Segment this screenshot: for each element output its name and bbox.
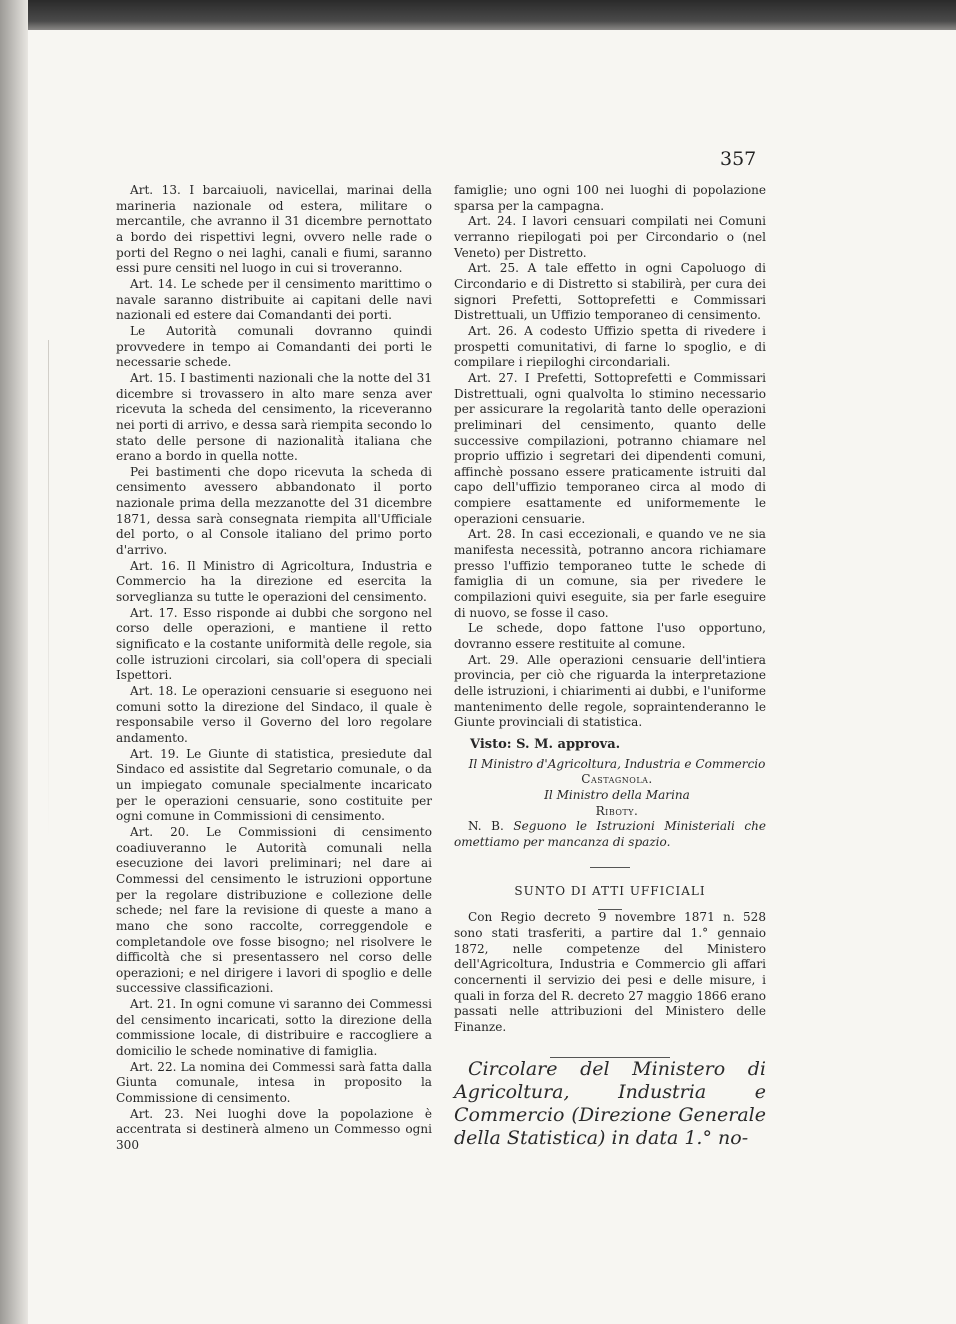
note-text: Seguono le Istruzioni Ministeriali che omettiamo per mancanza di spazio. — [454, 819, 766, 849]
signature-title: Il Ministro della Marina — [544, 787, 690, 802]
right-column — [454, 183, 766, 1150]
article-paragraph: Art. 26. A codesto Uffizio spetta di rivedere i prospetti comunitativi, di farne lo spoglio, e di compilare i riepiloghi circondariali. — [454, 323, 766, 370]
divider — [590, 867, 630, 868]
section-title: SUNTO DI ATTI UFFICIALI — [514, 883, 706, 898]
approval-line: Visto: S. M. approva. — [470, 736, 621, 752]
article-paragraph: Le Autorità comunali dovranno quindi provvedere in tempo ai Comandanti dei porti le necessarie schede. — [116, 323, 432, 370]
article-paragraph: Art. 18. Le operazioni censuarie si eseguono nei comuni sotto la direzione del Sindaco, il quale è responsabile verso il Governo del loro regolare andamento. — [116, 684, 432, 745]
article-paragraph: Art. 27. I Prefetti, Sottoprefetti e Commissari Distrettuali, ogni qualvolta lo stimino necessario per assicurare la regolarità tanto delle operazioni preliminari del censimento, quanto delle successive compilazioni, potranno chiamare nel proprio uffizio i segretari dei dipendenti comuni, affinchè possano essere praticamente istruiti dal capo dell'uffizio temporaneo circa al modo di compiere esattamente ed uniformemente le operazioni censuarie. — [454, 370, 766, 526]
signature-name: Castagnola. — [581, 772, 653, 787]
note-label: N. B. — [468, 819, 504, 834]
signature-name: Riboty. — [595, 803, 639, 818]
article-paragraph: Art. 14. Le schede per il censimento marittimo o navale saranno distribuite ai capitani delle navi nazionali ed estere dai Comandanti dei porti. — [116, 276, 432, 323]
article-paragraph: Pei bastimenti che dopo ricevuta la scheda di censimento avessero abbandonato il porto nazionale prima della mezzanotte del 31 dicembre 1871, dessa sarà consegnata riempita all'Ufficiale del porto, o al Console italiano del primo porto d'arrivo. — [116, 464, 432, 558]
editorial-note — [454, 819, 766, 850]
article-paragraph: Art. 28. In casi eccezionali, e quando ve ne sia manifesta necessità, potranno ancora richiamare presso l'uffizio temporaneo tutte le schede di famiglia di un comune, sia per rivedere le compilazioni quivi eseguite, sia per farle eseguire di nuovo, se fosse il caso. — [454, 527, 766, 620]
article-paragraph: Art. 20. Le Commissioni di censimento coadiuveranno le Autorità comunali nella esecuzione dei lavori preliminari; nel dare ai Commessi del censimento le istruzioni opportune per la regolare distribuzione e collezione delle schede; nel fare la revisione di queste a mano a mano che sono raccolte, correggendole e completandole ove fosse bisogno; nel risolvere le difficoltà che si presentassero nel corso delle operazioni; e nel dirigere i lavori di spoglio e delle successive classificazioni. — [116, 824, 432, 996]
article-paragraph: Art. 25. A tale effetto in ogni Capoluogo di Circondario e di Distretto si stabilirà, per cura dei signori Prefetti, Sottoprefetti e Commissari Distrettuali, un Uffizio temporaneo di censimento. — [454, 261, 766, 323]
article-paragraph: Art. 21. In ogni comune vi saranno dei Commessi del censimento incaricati, sotto la direzione della commissione locale, di distribuire e raccogliere a domicilio le schede nominative di famiglia. — [116, 997, 432, 1059]
margin-shadow — [48, 340, 49, 840]
article-paragraph: Art. 15. I bastimenti nazionali che la notte del 31 dicembre si trovassero in alto mare senza aver ricevuta la scheda del censimento, la riceveranno nei porti di arrivo, e dessa sarà riempita secondo lo stato delle persone di nazionalità italiana che erano a bordo in quella notte. — [116, 370, 432, 464]
article-paragraph: Art. 17. Esso risponde ai dubbi che sorgono nel corso delle operazioni, e mantiene il retto significato e la costante uniformità delle regole, sia colle istruzioni circolari, sia coll'opera di speciali Ispettori. — [116, 605, 432, 683]
article-paragraph: famiglie; uno ogni 100 nei luoghi di popolazione sparsa per la campagna. — [454, 183, 766, 213]
page-number: 357 — [720, 148, 757, 170]
circular-heading: Circolare del Ministero di Agricoltura, Industria e Commercio (Direzione Generale della Statistica) in data 1.° no- — [454, 1058, 766, 1150]
article-paragraph: Art. 19. Le Giunte di statistica, presiedute dal Sindaco ed assistite dal Segretario comunale, o da un impiegato comunale specialmente incaricato per le operazioni censuarie, sono costituite per ogni comune in Commissioni di censimento. — [116, 746, 432, 824]
article-paragraph: Art. 16. Il Ministro di Agricoltura, Industria e Commercio ha la direzione ed esercita la sorveglianza su tutte le operazioni del censimento. — [116, 558, 432, 605]
signature-title: Il Ministro d'Agricoltura, Industria e Commercio — [468, 756, 766, 771]
decree-paragraph: Con Regio decreto 9 novembre 1871 n. 528 sono stati trasferiti, a partire dal 1.° gennaio 1872, nelle competenze del Ministero dell'Agricoltura, Industria e Commercio gli affari concernenti il servizio dei pesi e delle misure, i quali in forza del R. decreto 27 maggio 1866 erano passati nelle attribuzioni del Ministero delle Finanze. — [454, 910, 766, 1034]
article-paragraph: Art. 29. Alle operazioni censuarie dell'intiera provincia, per ciò che riguarda la interpretazione delle istruzioni, i chiarimenti ai dubbi, e l'uniforme mantenimento delle regole, sopraintenderanno le Giunte provinciali di statistica. — [454, 652, 766, 730]
article-paragraph: Art. 13. I barcaiuoli, navicellai, marinai della marineria nazionale od estera, militare o mercantile, che avranno il 31 dicembre pernottato a bordo dei rispettivi legni, ovvero nelle rade o porti del Regno o nei laghi, canali e fiumi, saranno essi pure censiti nel luogo in cui si troveranno. — [116, 183, 432, 276]
left-column — [116, 183, 432, 1154]
article-paragraph: Art. 22. La nomina dei Commessi sarà fatta dalla Giunta comunale, intesa in proposito la Commissione di censimento. — [116, 1059, 432, 1106]
article-paragraph: Art. 23. Nei luoghi dove la popolazione è accentrata si destinerà almeno un Commesso ogni 300 — [116, 1106, 432, 1153]
article-paragraph: Le schede, dopo fattone l'uso opportuno, dovranno essere restituite al comune. — [454, 621, 766, 652]
article-paragraph: Art. 24. I lavori censuari compilati nei Comuni verranno riepilogati poi per Circondario o (nel Veneto) per Distretto. — [454, 214, 766, 260]
